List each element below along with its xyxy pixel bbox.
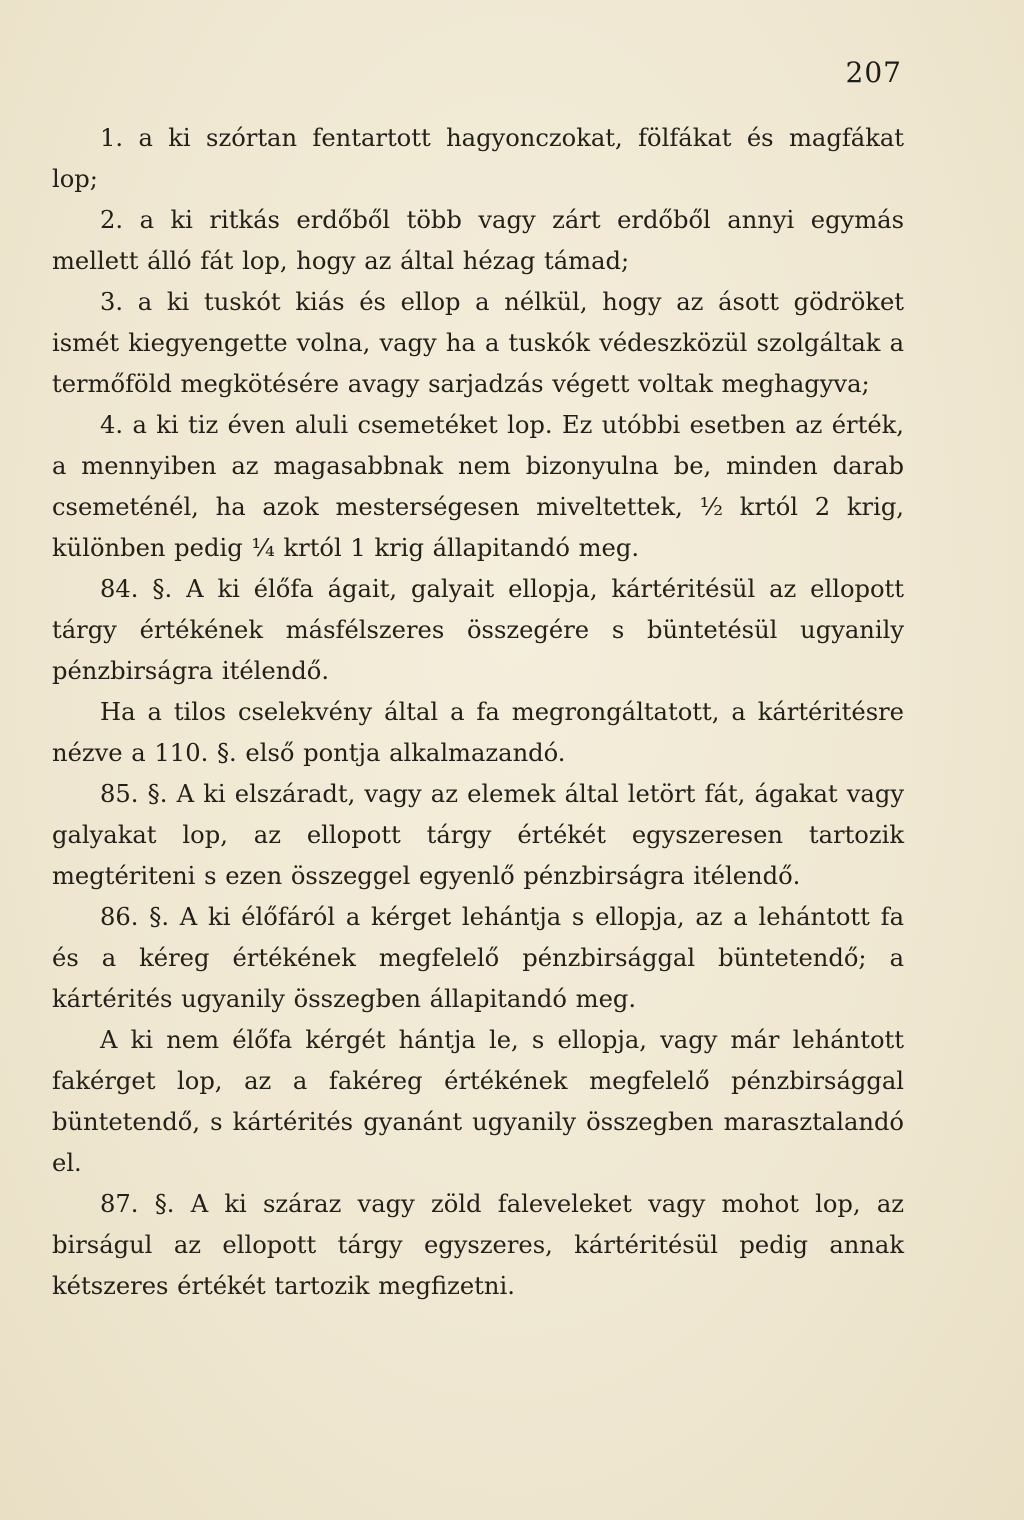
paragraph-section-86: 86. §. A ki élőfáról a kérget lehántja s ellopja, az a lehántott fa és a kéreg értékének megfelelő pénzbirsággal büntetendő; a kártérités ugyanily összegben állapitandó meg.: [52, 903, 904, 1013]
paragraph-item-4: 4. a ki tiz éven aluli csemetéket lop. Ez utóbbi esetben az érték, a mennyiben az magasabbnak nem bizonyulna be, minden darab csemeténél, ha azok mesterségesen miveltettek, ½ krtól 2 krig, különben pedig ¼ krtól 1 krig állapitandó meg.: [52, 411, 904, 562]
paragraph-section-84: 84. §. A ki élőfa ágait, galyait ellopja, kártéritésül az ellopott tárgy értékének másfélszeres összegére s büntetésül ugyanily pénzbirságra itélendő.: [52, 575, 904, 685]
paragraph-item-3: 3. a ki tuskót kiás és ellop a nélkül, hogy az ásott gödröket ismét kiegyengette volna, vagy ha a tuskók védeszközül szolgáltak a termőföld megkötésére avagy sarjadzás végett voltak meghagyva;: [52, 288, 904, 398]
page-number: 207: [845, 56, 902, 89]
paragraph-section-86-bark: A ki nem élőfa kérgét hántja le, s ellopja, vagy már lehántott fakérget lop, az a fakéreg értékének megfelelő pénzbirsággal büntetendő, s kártérités gyanánt ugyanily összegben marasztalandó el.: [52, 1026, 904, 1177]
paragraph-item-1: 1. a ki szórtan fentartott hagyonczokat, fölfákat és magfákat lop;: [52, 124, 904, 193]
paragraph-section-84-damage: Ha a tilos cselekvény által a fa megrongáltatott, a kártéritésre nézve a 110. §. első pontja alkalmazandó.: [52, 698, 904, 767]
paragraph-section-87: 87. §. A ki száraz vagy zöld faleveleket vagy mohot lop, az birságul az ellopott tárgy egyszeres, kártéritésül pedig annak kétszeres értékét tartozik megfizetni.: [52, 1190, 904, 1300]
paragraph-section-85: 85. §. A ki elszáradt, vagy az elemek által letört fát, ágakat vagy galyakat lop, az ellopott tárgy értékét egyszeresen tartozik megtériteni s ezen összeggel egyenlő pénzbirságra itélendő.: [52, 780, 904, 890]
paragraph-item-2: 2. a ki ritkás erdőből több vagy zárt erdőből annyi egymás mellett álló fát lop, hogy az által hézag támad;: [52, 206, 904, 275]
page-body: [52, 118, 904, 1307]
